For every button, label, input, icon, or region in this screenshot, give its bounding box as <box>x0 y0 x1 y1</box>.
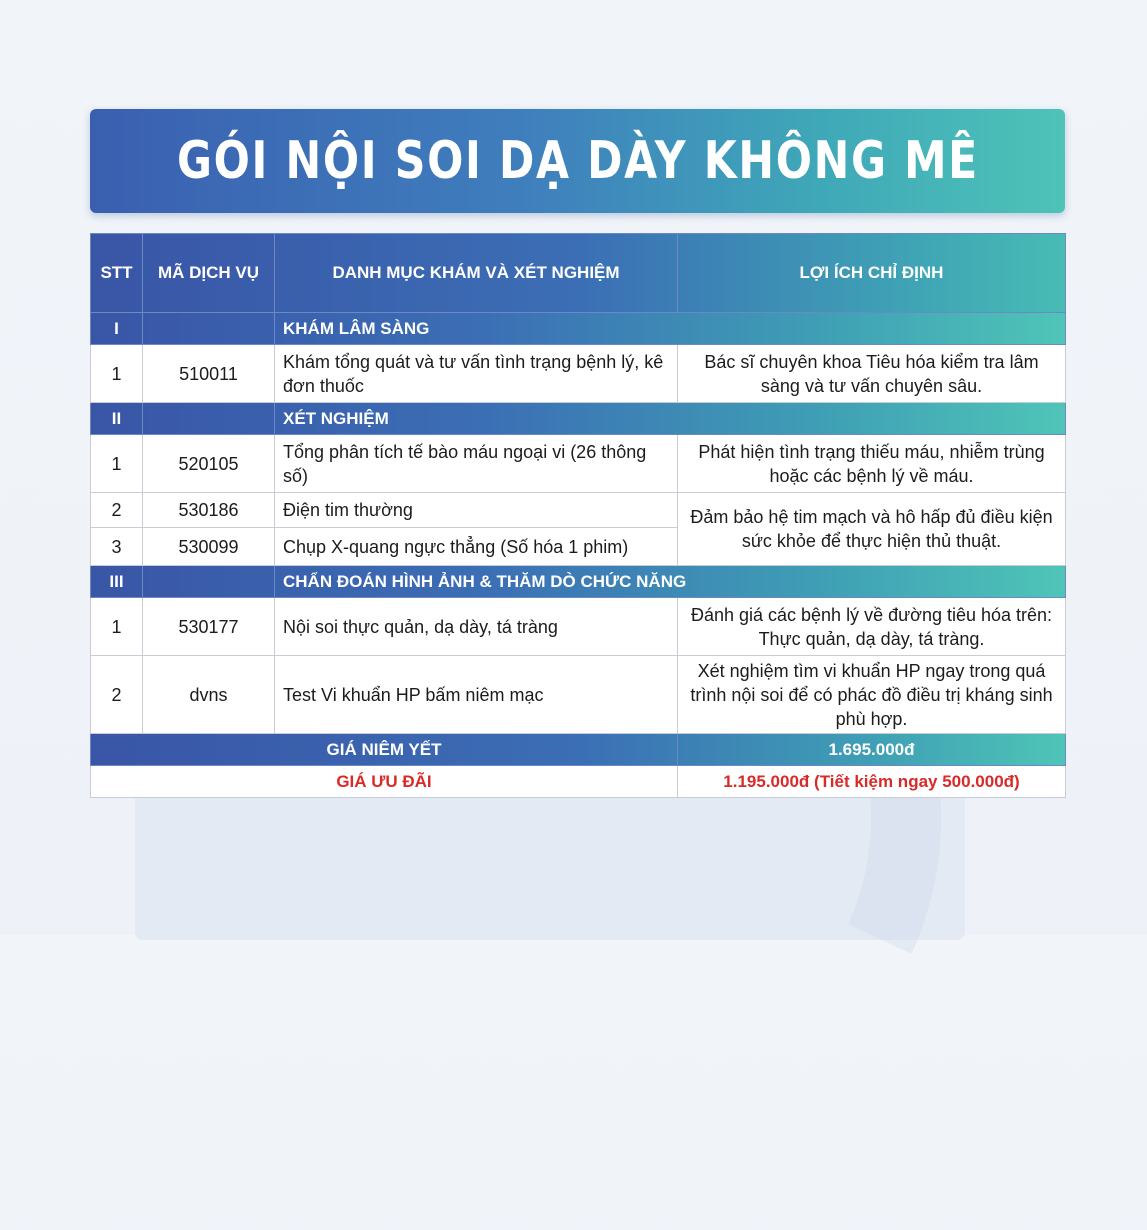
section-empty-cell <box>143 566 275 598</box>
section-row-imaging <box>91 566 1066 598</box>
section-row-clinical-exam <box>91 313 1066 345</box>
row-service-code: 530099 <box>143 528 275 566</box>
section-numeral: II <box>91 403 143 435</box>
table-row <box>91 493 1066 528</box>
section-name: CHẨN ĐOÁN HÌNH ẢNH & THĂM DÒ CHỨC NĂNG <box>275 566 1066 598</box>
section-empty-cell <box>143 403 275 435</box>
row-benefit: Xét nghiệm tìm vi khuẩn HP ngay trong quá trình nội soi để có phác đồ điều trị kháng sinh phù hợp. <box>678 656 1066 734</box>
row-item: Điện tim thường <box>275 493 678 528</box>
section-name: XÉT NGHIỆM <box>275 403 1066 435</box>
row-stt: 2 <box>91 493 143 528</box>
table-row <box>91 435 1066 493</box>
row-stt: 1 <box>91 598 143 656</box>
row-benefit: Đánh giá các bệnh lý về đường tiêu hóa trên: Thực quản, dạ dày, tá tràng. <box>678 598 1066 656</box>
row-benefit: Phát hiện tình trạng thiếu máu, nhiễm trùng hoặc các bệnh lý về máu. <box>678 435 1066 493</box>
list-price-row <box>91 734 1066 766</box>
offer-price-label: GIÁ ƯU ĐÃI <box>91 766 678 798</box>
row-benefit: Bác sĩ chuyên khoa Tiêu hóa kiểm tra lâm sàng và tư vấn chuyên sâu. <box>678 345 1066 403</box>
table-header-row <box>91 234 1066 313</box>
row-item: Nội soi thực quản, dạ dày, tá tràng <box>275 598 678 656</box>
row-service-code: 520105 <box>143 435 275 493</box>
table-row <box>91 598 1066 656</box>
offer-price-row <box>91 766 1066 798</box>
row-service-code: dvns <box>143 656 275 734</box>
row-benefit: Đảm bảo hệ tim mạch và hô hấp đủ điều kiện sức khỏe để thực hiện thủ thuật. <box>678 493 1066 566</box>
header-stt: STT <box>91 234 143 313</box>
row-service-code: 530186 <box>143 493 275 528</box>
row-stt: 1 <box>91 345 143 403</box>
header-benefit: LỢI ÍCH CHỈ ĐỊNH <box>678 234 1066 313</box>
table-row <box>91 656 1066 734</box>
row-stt: 3 <box>91 528 143 566</box>
list-price-label: GIÁ NIÊM YẾT <box>91 734 678 766</box>
offer-price-value: 1.195.000đ (Tiết kiệm ngay 500.000đ) <box>678 766 1066 798</box>
section-row-lab-tests <box>91 403 1066 435</box>
row-item: Khám tổng quát và tư vấn tình trạng bệnh lý, kê đơn thuốc <box>275 345 678 403</box>
row-item: Chụp X-quang ngực thẳng (Số hóa 1 phim) <box>275 528 678 566</box>
header-service-code: MÃ DỊCH VỤ <box>143 234 275 313</box>
section-name: KHÁM LÂM SÀNG <box>275 313 1066 345</box>
row-stt: 1 <box>91 435 143 493</box>
table-row <box>91 345 1066 403</box>
title-banner <box>90 109 1065 213</box>
row-item: Tổng phân tích tế bào máu ngoại vi (26 thông số) <box>275 435 678 493</box>
service-package-table <box>90 233 1066 798</box>
section-empty-cell <box>143 313 275 345</box>
section-numeral: I <box>91 313 143 345</box>
section-numeral: III <box>91 566 143 598</box>
page-title: GÓI NỘI SOI DẠ DÀY KHÔNG MÊ <box>176 131 979 191</box>
row-item: Test Vi khuẩn HP bấm niêm mạc <box>275 656 678 734</box>
header-category: DANH MỤC KHÁM VÀ XÉT NGHIỆM <box>275 234 678 313</box>
row-stt: 2 <box>91 656 143 734</box>
list-price-value: 1.695.000đ <box>678 734 1066 766</box>
row-service-code: 530177 <box>143 598 275 656</box>
row-service-code: 510011 <box>143 345 275 403</box>
